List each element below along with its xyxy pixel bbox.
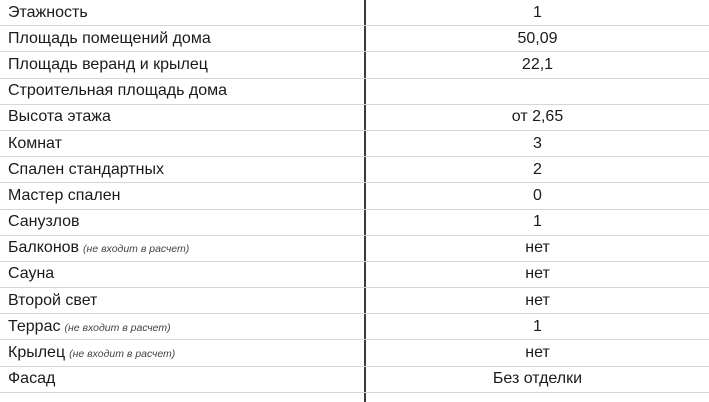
table-row: [0, 288, 709, 314]
table-row: [0, 157, 709, 183]
table-row: [0, 236, 709, 262]
row-label: Балконов (не входит в расчет): [8, 239, 190, 257]
row-value: 0: [533, 186, 542, 204]
row-value: от 2,65: [511, 108, 564, 126]
row-label: Санузлов: [8, 213, 80, 231]
row-note: (не входит в расчет): [69, 348, 176, 361]
table-row: [0, 210, 709, 236]
row-value: 2: [533, 160, 542, 178]
row-note: (не входит в расчет): [83, 243, 190, 256]
row-value: 1: [533, 317, 542, 335]
row-label: Высота этажа: [8, 108, 111, 126]
row-value: 50,09: [517, 29, 558, 47]
row-value: нет: [525, 291, 550, 309]
row-value: 1: [533, 3, 542, 21]
row-label: Спален стандартных: [8, 160, 164, 178]
row-label: Строительная площадь дома: [8, 82, 228, 100]
table-row: [0, 79, 709, 105]
table-row: [0, 105, 709, 131]
row-label: Этажность: [8, 3, 88, 21]
table-row: [0, 314, 709, 340]
row-label: Площадь помещений дома: [8, 29, 211, 47]
row-label: Террас (не входит в расчет): [8, 317, 171, 335]
row-label: Сауна: [8, 265, 55, 283]
row-note: (не входит в расчет): [64, 321, 171, 334]
row-label: Мастер спален: [8, 186, 121, 204]
row-value: нет: [525, 344, 550, 362]
row-value: [366, 79, 709, 104]
table-row: [0, 0, 709, 26]
row-value: нет: [525, 239, 550, 257]
row-value: 1: [533, 213, 542, 231]
row-label: Площадь веранд и крылец: [8, 55, 208, 73]
table-row: [0, 183, 709, 209]
row-value: нет: [525, 265, 550, 283]
row-label: Фасад: [8, 370, 56, 388]
table-row: [0, 262, 709, 288]
row-value: 22,1: [521, 55, 554, 73]
table-row: [0, 131, 709, 157]
table-row: [0, 340, 709, 366]
table-row: [0, 52, 709, 78]
row-value: 3: [533, 134, 542, 152]
row-value: Без отделки: [492, 370, 583, 388]
row-label: Комнат: [8, 134, 62, 152]
row-label: Крылец (не входит в расчет): [8, 344, 176, 362]
table-row: [0, 367, 709, 393]
table-row: [0, 26, 709, 52]
row-label: Второй свет: [8, 291, 98, 309]
